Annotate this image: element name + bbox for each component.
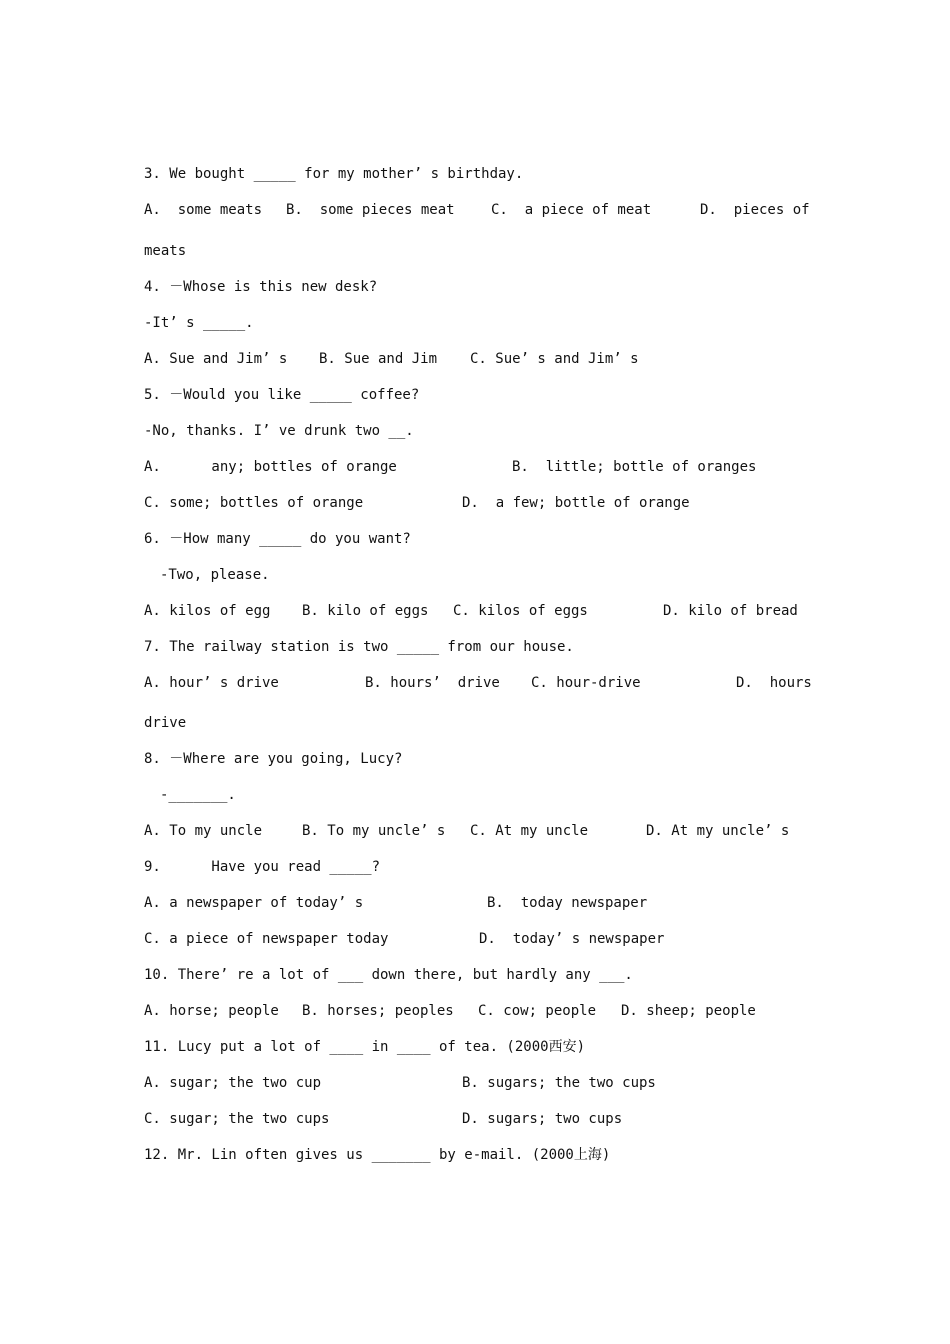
question-6-option-a: A. kilos of egg	[144, 603, 271, 619]
question-10-stem: 10. There’ re a lot of ___ down there, but hardly any ___.	[144, 967, 633, 983]
question-5-stem: 5. －Would you like _____ coffee?	[144, 387, 420, 403]
question-4-reply: -It’ s _____.	[144, 315, 254, 331]
question-8-reply: -_______.	[160, 787, 236, 803]
question-4-option-a: A. Sue and Jim’ s	[144, 351, 288, 367]
question-6-option-b: B. kilo of eggs	[302, 603, 429, 619]
question-3-option-b: B. some pieces meat	[286, 202, 455, 218]
question-11-stem: 11. Lucy put a lot of ____ in ____ of tea. (2000西安)	[144, 1039, 586, 1055]
question-9-option-d: D. today’ s newspaper	[479, 931, 665, 947]
question-3-stem: 3. We bought _____ for my mother’ s birthday.	[144, 166, 524, 182]
question-3-option-a: A. some meats	[144, 202, 263, 218]
question-3-option-c: C. a piece of meat	[491, 202, 652, 218]
question-7-option-b: B. hours’ drive	[365, 675, 500, 691]
question-11-option-b: B. sugars; the two cups	[462, 1075, 656, 1091]
question-6-reply: -Two, please.	[160, 567, 270, 583]
question-10-option-a: A. horse; people	[144, 1003, 279, 1019]
question-8-option-c: C. At my uncle	[470, 823, 589, 839]
question-5-option-a: A. any; bottles of orange	[144, 459, 397, 475]
question-5-option-b: B. little; bottle of oranges	[512, 459, 757, 475]
question-11-option-a: A. sugar; the two cup	[144, 1075, 322, 1091]
question-8-stem: 8. －Where are you going, Lucy?	[144, 751, 403, 767]
question-6-stem: 6. －How many _____ do you want?	[144, 531, 411, 547]
question-7-stem: 7. The railway station is two _____ from our house.	[144, 639, 574, 655]
question-8-option-b: B. To my uncle’ s	[302, 823, 446, 839]
question-8-option-d: D. At my uncle’ s	[646, 823, 790, 839]
question-9-option-c: C. a piece of newspaper today	[144, 931, 389, 947]
question-9-option-a: A. a newspaper of today’ s	[144, 895, 364, 911]
question-5-option-d: D. a few; bottle of orange	[462, 495, 690, 511]
question-4-option-b: B. Sue and Jim	[319, 351, 438, 367]
question-5-reply: -No, thanks. I’ ve drunk two __.	[144, 423, 414, 439]
question-7-option-d-wrap: drive	[144, 715, 187, 731]
question-5-option-c: C. some; bottles of orange	[144, 495, 364, 511]
question-11-option-c: C. sugar; the two cups	[144, 1111, 330, 1127]
question-4-option-c: C. Sue’ s and Jim’ s	[470, 351, 639, 367]
question-9-option-b: B. today newspaper	[487, 895, 648, 911]
question-6-option-d: D. kilo of bread	[663, 603, 798, 619]
question-11-option-d: D. sugars; two cups	[462, 1111, 623, 1127]
question-4-stem: 4. －Whose is this new desk?	[144, 279, 378, 295]
question-3-option-d: D. pieces of	[700, 202, 810, 218]
question-10-option-d: D. sheep; people	[621, 1003, 756, 1019]
question-6-option-c: C. kilos of eggs	[453, 603, 588, 619]
question-7-option-c: C. hour-drive	[531, 675, 641, 691]
question-8-option-a: A. To my uncle	[144, 823, 263, 839]
question-10-option-c: C. cow; people	[478, 1003, 597, 1019]
question-9-stem: 9. Have you read _____?	[144, 859, 381, 875]
question-10-option-b: B. horses; peoples	[302, 1003, 454, 1019]
question-7-option-a: A. hour’ s drive	[144, 675, 279, 691]
question-7-option-d: D. hours	[736, 675, 812, 691]
question-3-option-d-wrap: meats	[144, 243, 187, 259]
question-12-stem: 12. Mr. Lin often gives us _______ by e-mail. (2000上海)	[144, 1147, 611, 1163]
